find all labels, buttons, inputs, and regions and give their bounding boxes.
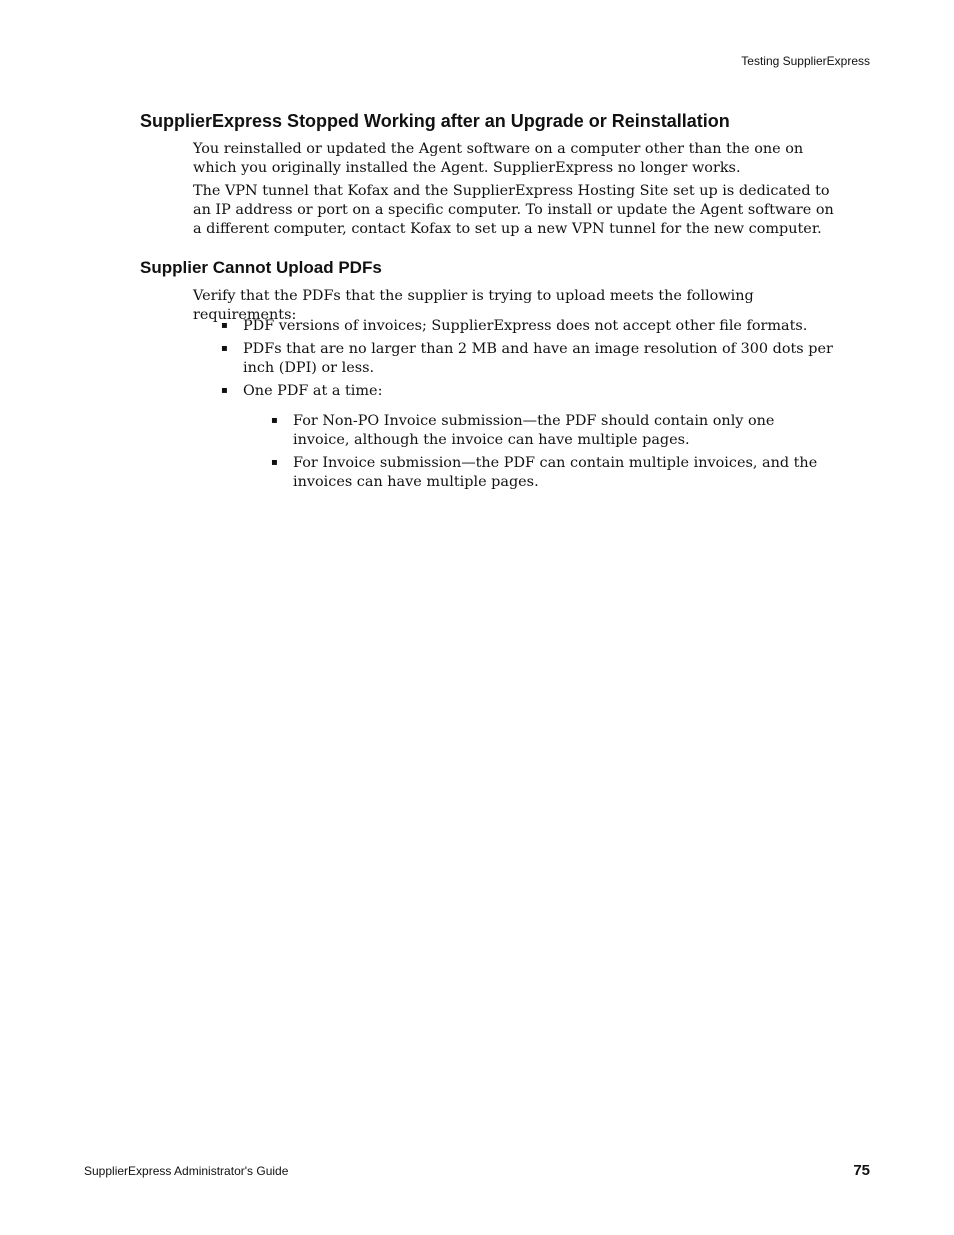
running-header: Testing SupplierExpress — [741, 54, 870, 68]
paragraph-reinstalled: You reinstalled or updated the Agent software on a computer other than the one on which you originally installed the Agent. SupplierExpress no longer works. — [193, 141, 804, 176]
list-item-text: One PDF at a time: — [243, 383, 383, 399]
footer-guide-title: SupplierExpress Administrator's Guide — [84, 1164, 289, 1178]
list-item-text: PDFs that are no larger than 2 MB and have an image resolution of 300 dots per inch (DPI) or less. — [243, 341, 833, 376]
paragraph-verify-requirements: Verify that the PDFs that the supplier is trying to upload meets the following requirements: — [193, 288, 754, 323]
bullet-marker: ▪ — [271, 457, 278, 468]
sub-list-item-text: For Invoice submission—the PDF can contain multiple invoices, and the invoices can have multiple pages. — [293, 455, 818, 490]
bullet-marker: ▪ — [271, 415, 278, 426]
section-heading-upload-pdfs: Supplier Cannot Upload PDFs — [140, 258, 382, 277]
sub-list-item-text: For Non-PO Invoice submission—the PDF should contain only one invoice, although the invoice can have multiple pages. — [293, 413, 775, 448]
bullet-marker: ▪ — [221, 320, 228, 331]
bullet-marker: ▪ — [221, 385, 228, 396]
section-heading-upgrade: SupplierExpress Stopped Working after an Upgrade or Reinstallation — [140, 111, 730, 131]
page-number: 75 — [853, 1162, 870, 1179]
bullet-marker: ▪ — [221, 343, 228, 354]
paragraph-vpn-tunnel: The VPN tunnel that Kofax and the SupplierExpress Hosting Site set up is dedicated to an IP address or port on a specific computer. To install or update the Agent software on a different computer, contact Kofax to set up a new VPN tunnel for the new computer. — [193, 183, 834, 237]
list-item-text: PDF versions of invoices; SupplierExpress does not accept other file formats. — [243, 318, 808, 334]
